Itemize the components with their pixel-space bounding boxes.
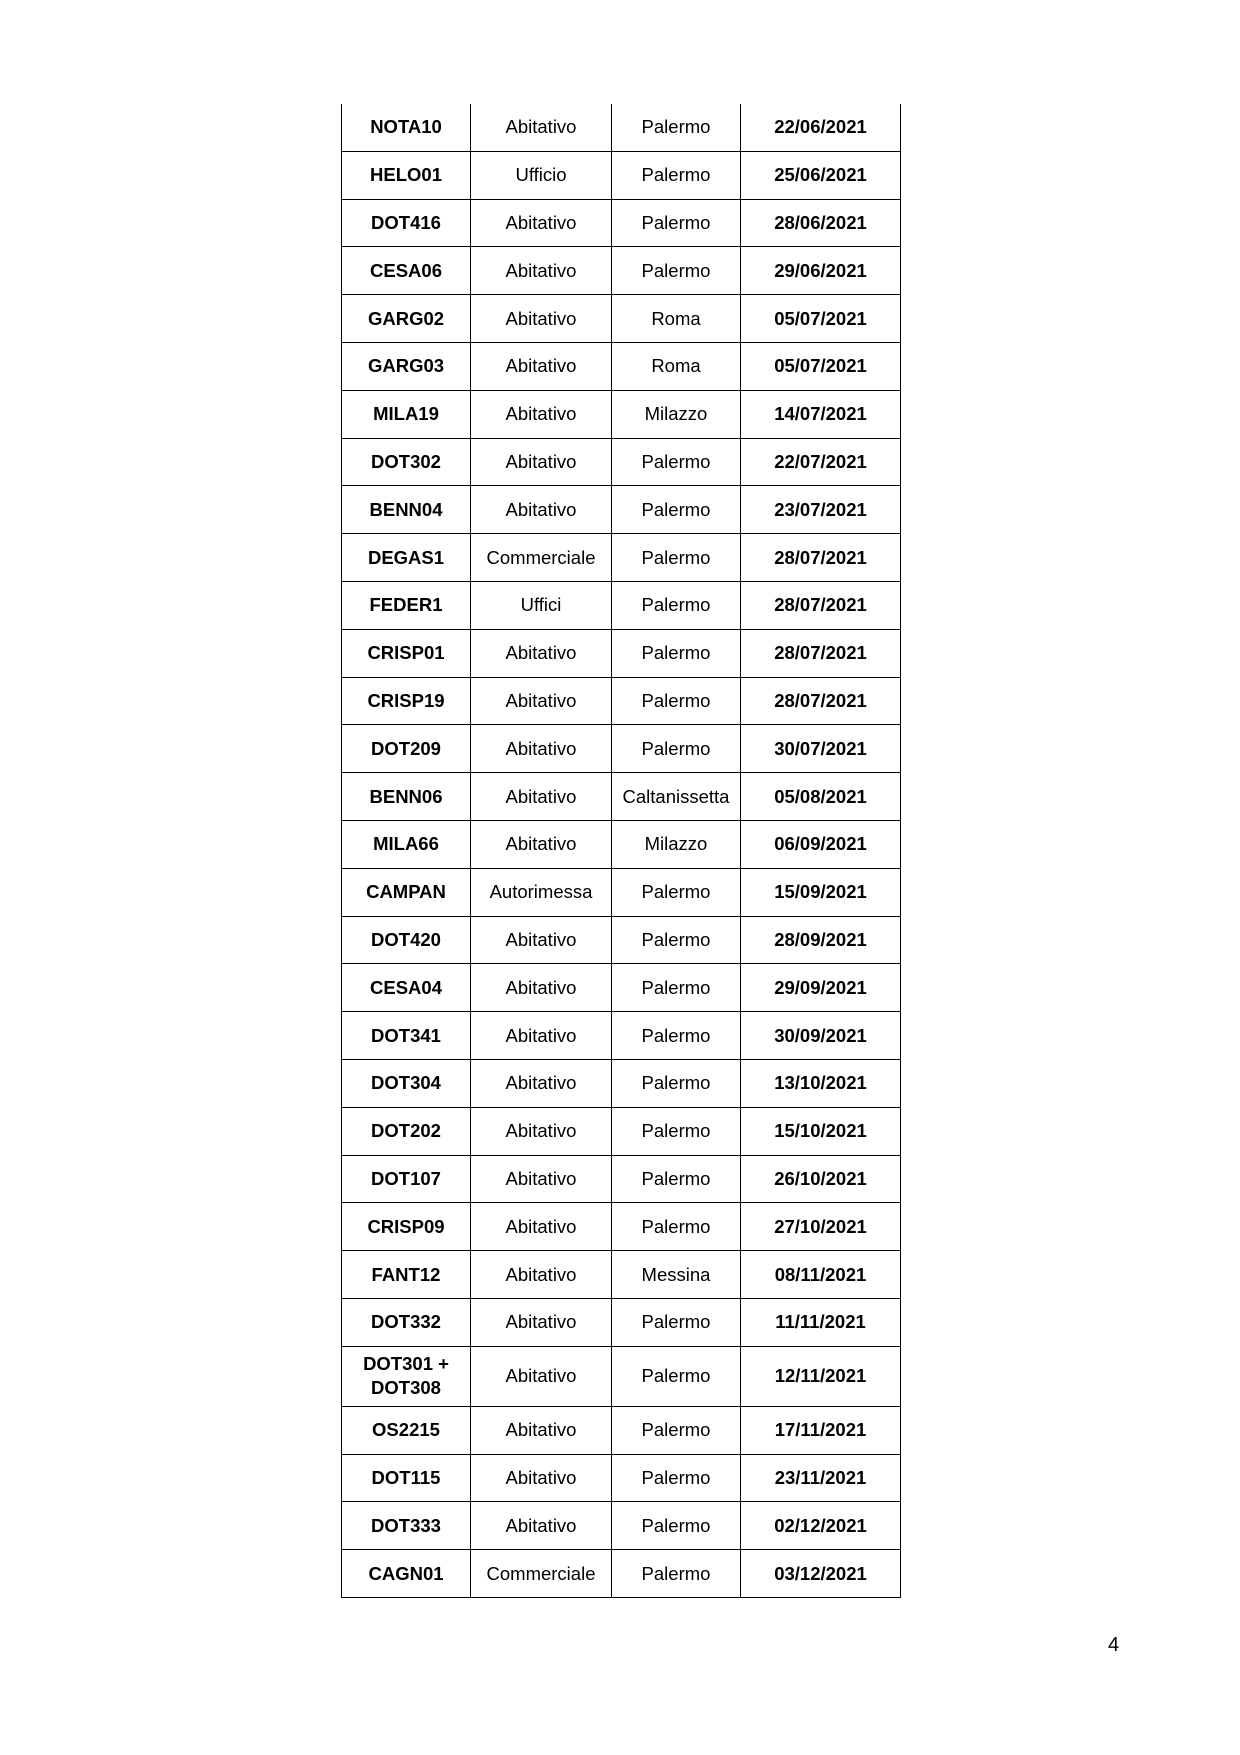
cell-type: Commerciale — [471, 534, 612, 582]
cell-city: Palermo — [612, 868, 741, 916]
cell-city: Palermo — [612, 486, 741, 534]
cell-city: Palermo — [612, 1203, 741, 1251]
table-row — [342, 486, 901, 534]
property-table-container — [341, 104, 886, 1598]
cell-code: DOT416 — [342, 199, 471, 247]
cell-city: Palermo — [612, 1012, 741, 1060]
cell-type: Abitativo — [471, 295, 612, 343]
cell-code: CAMPAN — [342, 868, 471, 916]
cell-code: BENN04 — [342, 486, 471, 534]
table-row — [342, 199, 901, 247]
table-row — [342, 1155, 901, 1203]
cell-city: Palermo — [612, 1155, 741, 1203]
cell-city: Palermo — [612, 438, 741, 486]
property-table — [341, 104, 901, 1598]
table-row — [342, 1346, 901, 1406]
cell-type: Abitativo — [471, 1059, 612, 1107]
cell-code: CRISP01 — [342, 629, 471, 677]
cell-date: 28/07/2021 — [741, 581, 901, 629]
cell-code: DOT107 — [342, 1155, 471, 1203]
cell-date: 06/09/2021 — [741, 820, 901, 868]
cell-city: Palermo — [612, 725, 741, 773]
page-number: 4 — [1108, 1634, 1120, 1656]
cell-type: Uffici — [471, 581, 612, 629]
cell-code: GARG03 — [342, 342, 471, 390]
table-row — [342, 1059, 901, 1107]
cell-date: 12/11/2021 — [741, 1346, 901, 1406]
cell-city: Palermo — [612, 1550, 741, 1598]
cell-type: Abitativo — [471, 820, 612, 868]
cell-city: Palermo — [612, 1059, 741, 1107]
cell-type: Abitativo — [471, 916, 612, 964]
cell-city: Milazzo — [612, 820, 741, 868]
cell-code: DOT332 — [342, 1298, 471, 1346]
cell-date: 23/11/2021 — [741, 1454, 901, 1502]
cell-date: 27/10/2021 — [741, 1203, 901, 1251]
cell-date: 23/07/2021 — [741, 486, 901, 534]
cell-date: 17/11/2021 — [741, 1406, 901, 1454]
cell-date: 05/07/2021 — [741, 295, 901, 343]
cell-code: CAGN01 — [342, 1550, 471, 1598]
cell-city: Roma — [612, 342, 741, 390]
table-row — [342, 1406, 901, 1454]
cell-city: Palermo — [612, 199, 741, 247]
cell-type: Abitativo — [471, 199, 612, 247]
table-row — [342, 1107, 901, 1155]
cell-date: 29/06/2021 — [741, 247, 901, 295]
cell-code: DOT333 — [342, 1502, 471, 1550]
cell-type: Commerciale — [471, 1550, 612, 1598]
cell-code: DEGAS1 — [342, 534, 471, 582]
cell-city: Palermo — [612, 104, 741, 151]
table-row — [342, 1454, 901, 1502]
table-row — [342, 581, 901, 629]
table-row — [342, 1502, 901, 1550]
cell-city: Palermo — [612, 581, 741, 629]
cell-city: Palermo — [612, 1454, 741, 1502]
cell-city: Palermo — [612, 1406, 741, 1454]
cell-type: Abitativo — [471, 247, 612, 295]
cell-city: Messina — [612, 1251, 741, 1299]
table-row — [342, 868, 901, 916]
cell-date: 30/09/2021 — [741, 1012, 901, 1060]
cell-code: DOT304 — [342, 1059, 471, 1107]
cell-code: OS2215 — [342, 1406, 471, 1454]
cell-code: CRISP09 — [342, 1203, 471, 1251]
table-row — [342, 1203, 901, 1251]
cell-date: 26/10/2021 — [741, 1155, 901, 1203]
cell-type: Abitativo — [471, 1406, 612, 1454]
cell-date: 22/07/2021 — [741, 438, 901, 486]
cell-code: DOT301 + DOT308 — [342, 1346, 471, 1406]
cell-date: 15/10/2021 — [741, 1107, 901, 1155]
cell-city: Palermo — [612, 916, 741, 964]
cell-type: Abitativo — [471, 629, 612, 677]
cell-city: Palermo — [612, 247, 741, 295]
cell-code: DOT302 — [342, 438, 471, 486]
cell-city: Palermo — [612, 534, 741, 582]
cell-date: 14/07/2021 — [741, 390, 901, 438]
table-row — [342, 534, 901, 582]
cell-city: Caltanissetta — [612, 773, 741, 821]
cell-code: CESA06 — [342, 247, 471, 295]
cell-date: 15/09/2021 — [741, 868, 901, 916]
cell-type: Abitativo — [471, 677, 612, 725]
cell-city: Palermo — [612, 1107, 741, 1155]
table-row — [342, 629, 901, 677]
cell-city: Palermo — [612, 1298, 741, 1346]
cell-type: Ufficio — [471, 151, 612, 199]
cell-code: DOT115 — [342, 1454, 471, 1502]
cell-code: DOT420 — [342, 916, 471, 964]
cell-code: BENN06 — [342, 773, 471, 821]
table-row — [342, 295, 901, 343]
cell-city: Palermo — [612, 629, 741, 677]
cell-type: Abitativo — [471, 1107, 612, 1155]
cell-date: 28/07/2021 — [741, 677, 901, 725]
cell-date: 05/07/2021 — [741, 342, 901, 390]
cell-type: Abitativo — [471, 1454, 612, 1502]
table-row — [342, 1550, 901, 1598]
cell-type: Abitativo — [471, 438, 612, 486]
table-row — [342, 725, 901, 773]
cell-type: Abitativo — [471, 1346, 612, 1406]
table-row — [342, 1251, 901, 1299]
cell-type: Abitativo — [471, 1155, 612, 1203]
cell-date: 02/12/2021 — [741, 1502, 901, 1550]
cell-type: Abitativo — [471, 1298, 612, 1346]
cell-date: 28/09/2021 — [741, 916, 901, 964]
cell-type: Abitativo — [471, 1203, 612, 1251]
table-row — [342, 820, 901, 868]
cell-code: GARG02 — [342, 295, 471, 343]
cell-type: Abitativo — [471, 1251, 612, 1299]
cell-date: 28/07/2021 — [741, 534, 901, 582]
cell-code: DOT209 — [342, 725, 471, 773]
cell-code: NOTA10 — [342, 104, 471, 151]
table-row — [342, 1012, 901, 1060]
cell-type: Abitativo — [471, 104, 612, 151]
table-row — [342, 390, 901, 438]
cell-date: 08/11/2021 — [741, 1251, 901, 1299]
table-row — [342, 438, 901, 486]
cell-city: Milazzo — [612, 390, 741, 438]
cell-code: FEDER1 — [342, 581, 471, 629]
cell-type: Abitativo — [471, 725, 612, 773]
cell-type: Abitativo — [471, 390, 612, 438]
cell-date: 22/06/2021 — [741, 104, 901, 151]
cell-date: 30/07/2021 — [741, 725, 901, 773]
cell-code: MILA19 — [342, 390, 471, 438]
cell-city: Palermo — [612, 964, 741, 1012]
cell-date: 25/06/2021 — [741, 151, 901, 199]
cell-type: Abitativo — [471, 773, 612, 821]
cell-code: CESA04 — [342, 964, 471, 1012]
table-row — [342, 677, 901, 725]
cell-city: Palermo — [612, 151, 741, 199]
cell-date: 28/06/2021 — [741, 199, 901, 247]
cell-city: Roma — [612, 295, 741, 343]
cell-code: CRISP19 — [342, 677, 471, 725]
cell-date: 29/09/2021 — [741, 964, 901, 1012]
cell-code: FANT12 — [342, 1251, 471, 1299]
cell-type: Abitativo — [471, 964, 612, 1012]
cell-code: DOT341 — [342, 1012, 471, 1060]
property-table-body — [342, 104, 901, 1597]
table-row — [342, 104, 901, 151]
cell-code: MILA66 — [342, 820, 471, 868]
cell-city: Palermo — [612, 1346, 741, 1406]
cell-type: Abitativo — [471, 1012, 612, 1060]
cell-city: Palermo — [612, 677, 741, 725]
table-row — [342, 964, 901, 1012]
table-row — [342, 342, 901, 390]
cell-type: Abitativo — [471, 342, 612, 390]
cell-date: 05/08/2021 — [741, 773, 901, 821]
cell-date: 11/11/2021 — [741, 1298, 901, 1346]
table-row — [342, 151, 901, 199]
cell-date: 03/12/2021 — [741, 1550, 901, 1598]
cell-code: HELO01 — [342, 151, 471, 199]
cell-date: 13/10/2021 — [741, 1059, 901, 1107]
cell-type: Autorimessa — [471, 868, 612, 916]
cell-type: Abitativo — [471, 1502, 612, 1550]
table-row — [342, 247, 901, 295]
table-row — [342, 773, 901, 821]
cell-type: Abitativo — [471, 486, 612, 534]
table-row — [342, 1298, 901, 1346]
cell-code: DOT202 — [342, 1107, 471, 1155]
cell-city: Palermo — [612, 1502, 741, 1550]
table-row — [342, 916, 901, 964]
cell-date: 28/07/2021 — [741, 629, 901, 677]
